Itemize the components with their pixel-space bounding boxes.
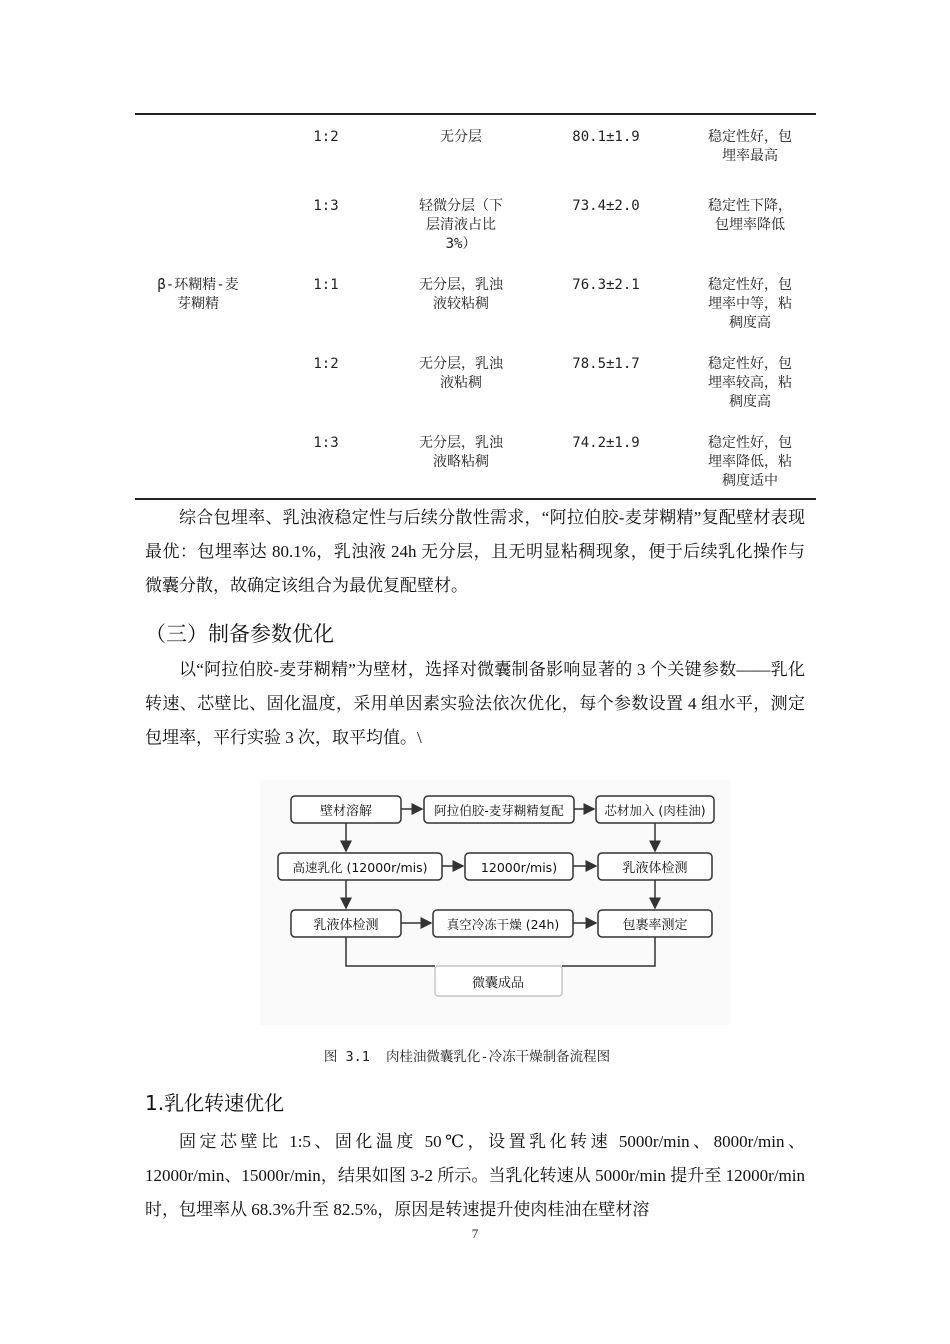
subsection-heading: 1.乳化转速优化 [145, 1091, 285, 1115]
cell-rate: 73.4±2.0 [572, 198, 640, 214]
svg-text:微囊成品: 微囊成品 [471, 976, 525, 991]
figure-title: 肉桂油微囊乳化-冷冻干燥制备流程图 [385, 1049, 611, 1065]
cell-ratio: 1:3 [313, 435, 339, 451]
cell-state: 无分层，乳浊 液略粘稠 [419, 435, 503, 470]
paragraph-conclusion: 综合包埋率、乳浊液稳定性与后续分散性需求，“阿拉伯胶-麦芽糊精”复配壁材表现最优：包埋率达 80.1%，乳浊液 24h 无分层，且无明显粘稠现象，便于后续乳化操作与微囊分散，故确定该组合为最优复配壁材。 [145, 508, 805, 595]
cell-ratio: 1:3 [313, 198, 339, 214]
cell-rate: 76.3±2.1 [572, 277, 640, 293]
cell-eval: 稳定性好，包 埋率较高，粘 稠度高 [708, 356, 792, 410]
flow-node-freeze-dry [433, 910, 573, 937]
cell-rate: 80.1±1.9 [572, 129, 640, 145]
cell-eval: 稳定性下降， 包埋率降低 [708, 198, 792, 233]
cell-rate: 74.2±1.9 [572, 435, 640, 451]
cell-eval: 稳定性好，包 埋率中等，粘 稠度高 [708, 277, 792, 331]
svg-text:12000r/mis): 12000r/mis) [480, 860, 558, 875]
svg-text:包裹率测定: 包裹率测定 [622, 918, 688, 933]
cell-ratio: 1:1 [313, 277, 339, 293]
cell-state: 轻微分层（下 层清液占比 3%） [419, 198, 503, 252]
flow-node-core [596, 796, 714, 823]
svg-text:乳液体检测: 乳液体检测 [313, 918, 379, 933]
flow-node-rate [598, 910, 712, 937]
svg-text:阿拉伯胶-麦芽糊精复配: 阿拉伯胶-麦芽糊精复配 [434, 803, 564, 818]
cell-group: β-环糊精-麦 芽糊精 [157, 277, 239, 312]
flow-node-detect-2 [291, 910, 401, 937]
flow-node-compound [424, 796, 574, 823]
flow-node-speed [465, 853, 573, 880]
flowchart [260, 780, 730, 1025]
cell-ratio: 1:2 [313, 129, 339, 145]
flow-node-emulsify [278, 853, 442, 880]
page-number: 7 [471, 1226, 479, 1241]
figure-number: 图 3.1 [323, 1049, 370, 1065]
svg-text:高速乳化 (12000r/mis): 高速乳化 (12000r/mis) [292, 860, 428, 875]
cell-eval: 稳定性好，包 埋率最高 [708, 129, 792, 164]
svg-text:壁材溶解: 壁材溶解 [319, 804, 373, 819]
svg-text:乳液体检测: 乳液体检测 [622, 861, 688, 876]
svg-text:芯材加入 (肉桂油): 芯材加入 (肉桂油) [604, 803, 706, 818]
table-bottom-rule [135, 498, 816, 500]
cell-state: 无分层，乳浊 液粘稠 [419, 356, 503, 391]
paragraph-method: 以“阿拉伯胶-麦芽糊精”为壁材，选择对微囊制备影响显著的 3 个关键参数——乳化转速、芯壁比、固化温度，采用单因素实验法依次优化，每个参数设置 4 组水平，测定包埋率，平行实验 3 次，取平均值。\ [145, 660, 805, 747]
cell-state: 无分层，乳浊 液较粘稠 [419, 277, 503, 312]
flow-node-dissolve [291, 796, 401, 823]
table-top-rule [135, 113, 816, 115]
figure-caption [0, 1045, 950, 1065]
cell-ratio: 1:2 [313, 356, 339, 372]
flow-node-product [435, 966, 562, 996]
cell-state: 无分层 [440, 129, 482, 145]
paragraph-speed: 固定芯壁比 1:5、固化温度 50℃，设置乳化转速 5000r/min、8000r/min、12000r/min、15000r/min，结果如图 3-2 所示。当乳化转速从 5000r/min 提升至 12000r/min 时，包埋率从 68.3%升至 82.5%，原因是转速提升使肉桂油在壁材溶 [145, 1132, 805, 1219]
cell-rate: 78.5±1.7 [572, 356, 640, 372]
cell-eval: 稳定性好，包 埋率降低，粘 稠度适中 [708, 435, 792, 489]
flow-node-detect-1 [598, 853, 712, 880]
section-heading: （三）制备参数优化 [145, 622, 334, 646]
svg-text:真空冷冻干燥 (24h): 真空冷冻干燥 (24h) [446, 917, 560, 932]
